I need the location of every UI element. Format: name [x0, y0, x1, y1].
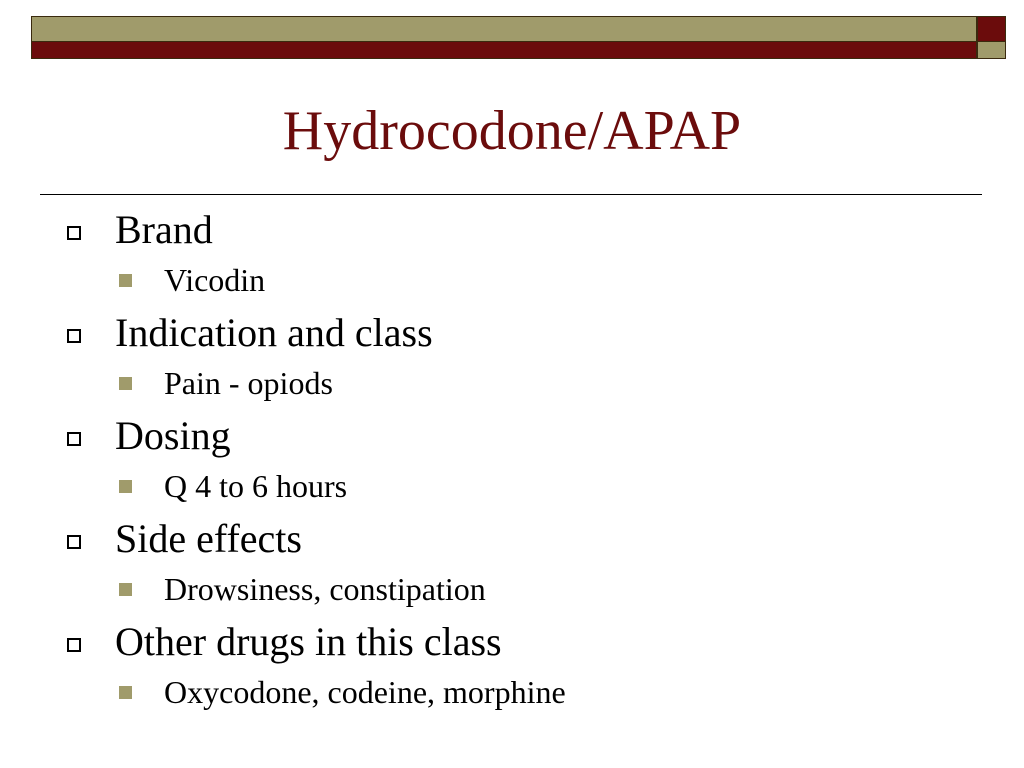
hollow-square-bullet-icon — [67, 226, 81, 240]
bullet-item-other-drugs — [0, 616, 1024, 666]
filled-square-bullet-icon — [119, 480, 132, 493]
sub-bullet-label: Vicodin — [164, 262, 266, 298]
filled-square-bullet-icon — [119, 274, 132, 287]
header-decoration-bar — [31, 16, 1006, 59]
header-maroon-band — [31, 41, 977, 59]
hollow-square-bullet-icon — [67, 432, 81, 446]
header-corner-maroon-block — [977, 16, 1006, 41]
bullet-item-brand — [0, 204, 1024, 254]
title-divider — [40, 194, 982, 195]
sub-bullet-item-indication — [0, 357, 1024, 410]
sub-bullet-item-side-effects — [0, 563, 1024, 616]
bullet-label: Brand — [115, 207, 213, 252]
hollow-square-bullet-icon — [67, 638, 81, 652]
bullet-list — [0, 204, 1024, 719]
header-corner-olive-block — [977, 41, 1006, 59]
filled-square-bullet-icon — [119, 377, 132, 390]
bullet-label: Other drugs in this class — [115, 619, 502, 664]
bullet-label: Side effects — [115, 516, 302, 561]
sub-bullet-item-dosing — [0, 460, 1024, 513]
header-olive-band — [31, 16, 977, 41]
filled-square-bullet-icon — [119, 583, 132, 596]
sub-bullet-label: Oxycodone, codeine, morphine — [164, 674, 566, 710]
sub-bullet-item-other-drugs — [0, 666, 1024, 719]
sub-bullet-item-brand — [0, 254, 1024, 307]
sub-bullet-label: Pain - opiods — [164, 365, 333, 401]
sub-bullet-label: Drowsiness, constipation — [164, 571, 486, 607]
sub-bullet-label: Q 4 to 6 hours — [164, 468, 348, 504]
filled-square-bullet-icon — [119, 686, 132, 699]
slide-title: Hydrocodone/APAP — [282, 100, 742, 162]
hollow-square-bullet-icon — [67, 535, 81, 549]
hollow-square-bullet-icon — [67, 329, 81, 343]
bullet-item-indication — [0, 307, 1024, 357]
bullet-item-dosing — [0, 410, 1024, 460]
bullet-label: Indication and class — [115, 310, 433, 355]
bullet-label: Dosing — [115, 413, 231, 458]
bullet-item-side-effects — [0, 513, 1024, 563]
